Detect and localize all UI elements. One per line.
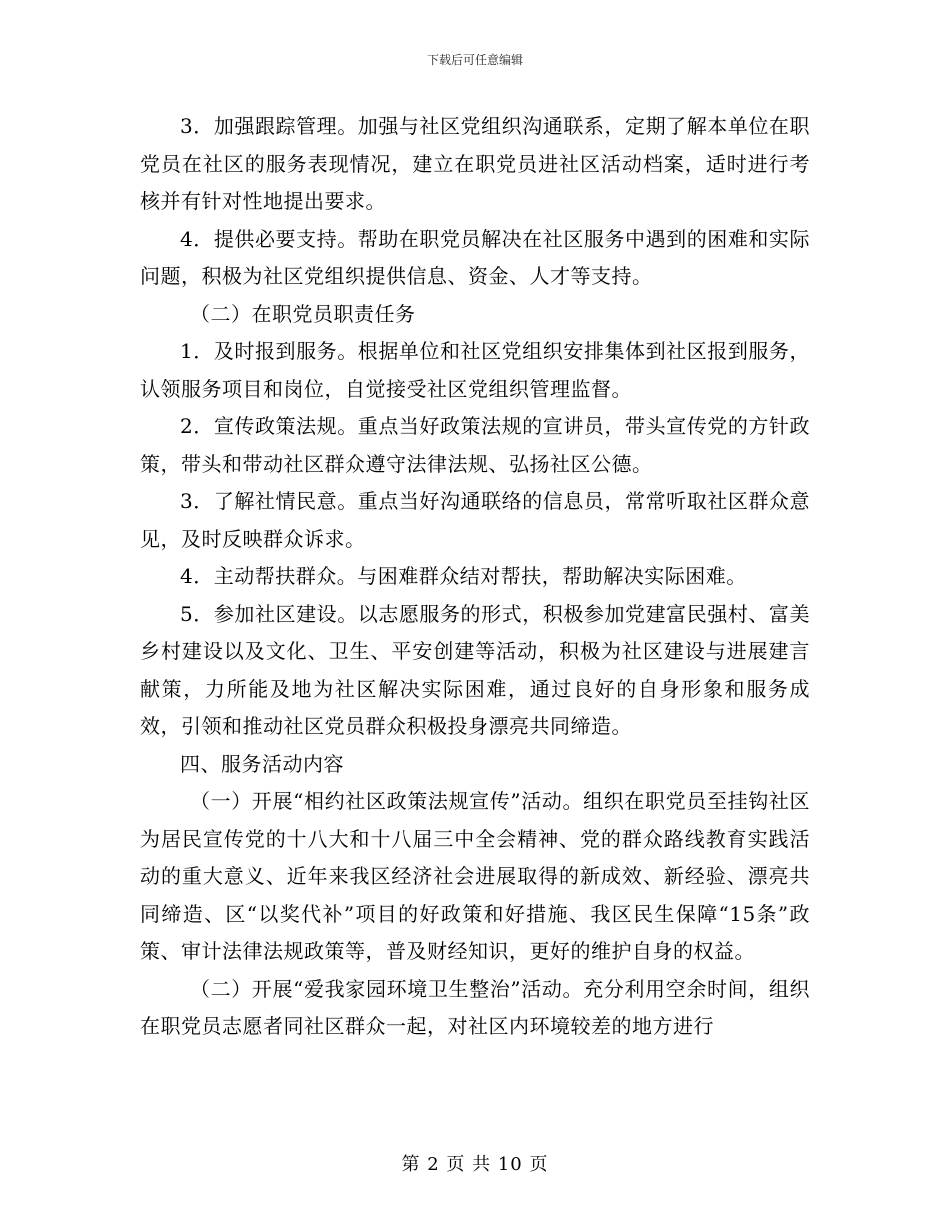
paragraph-community-building: 5．参加社区建设。以志愿服务的形式，积极参加党建富民强村、富美乡村建设以及文化、卫生、平安创建等活动，积极为社区建设与进展建言献策，力所能及地为社区解决实际困难，通过良好的自身形象和服务成效，引领和推动社区党员群众积极投身漂亮共同缔造。 (140, 601, 810, 738)
paragraph-environment-activity: （二）开展“爱我家园环境卫生整治”活动。充分利用空余时间，组织在职党员志愿者同社区群众一起，对社区内环境较差的地方进行 (140, 976, 810, 1038)
paragraph-policy-publicity-activity: （一）开展“相约社区政策法规宣传”活动。组织在职党员至挂钩社区为居民宣传党的十八大和十八届三中全会精神、党的群众路线教育实践活动的重大意义、近年来我区经济社会进展取得的新成效、新经验、漂亮共同缔造、区“以奖代补”项目的好政策和好措施、我区民生保障“15条”政策、审计法律法规政策等，普及财经知识，更好的维护自身的权益。 (140, 789, 810, 963)
paragraph-necessary-support: 4．提供必要支持。帮助在职党员解决在社区服务中遇到的困难和实际问题，积极为社区党组织提供信息、资金、人才等支持。 (140, 226, 810, 288)
paragraph-publicize-policy: 2．宣传政策法规。重点当好政策法规的宣讲员，带头宣传党的方针政策，带头和带动社区群众遵守法律法规、弘扬社区公德。 (140, 414, 810, 476)
paragraph-report-service: 1．及时报到服务。根据单位和社区党组织安排集体到社区报到服务，认领服务项目和岗位，自觉接受社区党组织管理监督。 (140, 339, 810, 401)
paragraph-help-masses: 4．主动帮扶群众。与困难群众结对帮扶，帮助解决实际困难。 (180, 564, 747, 588)
page-number-footer: 第 2 页 共 10 页 (401, 1154, 549, 1175)
section-heading-activities: 四、服务活动内容 (180, 751, 344, 776)
paragraph-understand-public-opinion: 3．了解社情民意。重点当好沟通联络的信息员，常常听取社区群众意见，及时反映群众诉求。 (140, 489, 810, 551)
section-heading-duties: （二）在职党员职责任务 (190, 301, 416, 326)
paragraph-tracking-management: 3．加强跟踪管理。加强与社区党组织沟通联系，定期了解本单位在职党员在社区的服务表现情况，建立在职党员进社区活动档案，适时进行考核并有针对性地提出要求。 (140, 114, 810, 213)
page-header: 下载后可任意编辑 (426, 53, 523, 67)
document-body (140, 108, 810, 1046)
